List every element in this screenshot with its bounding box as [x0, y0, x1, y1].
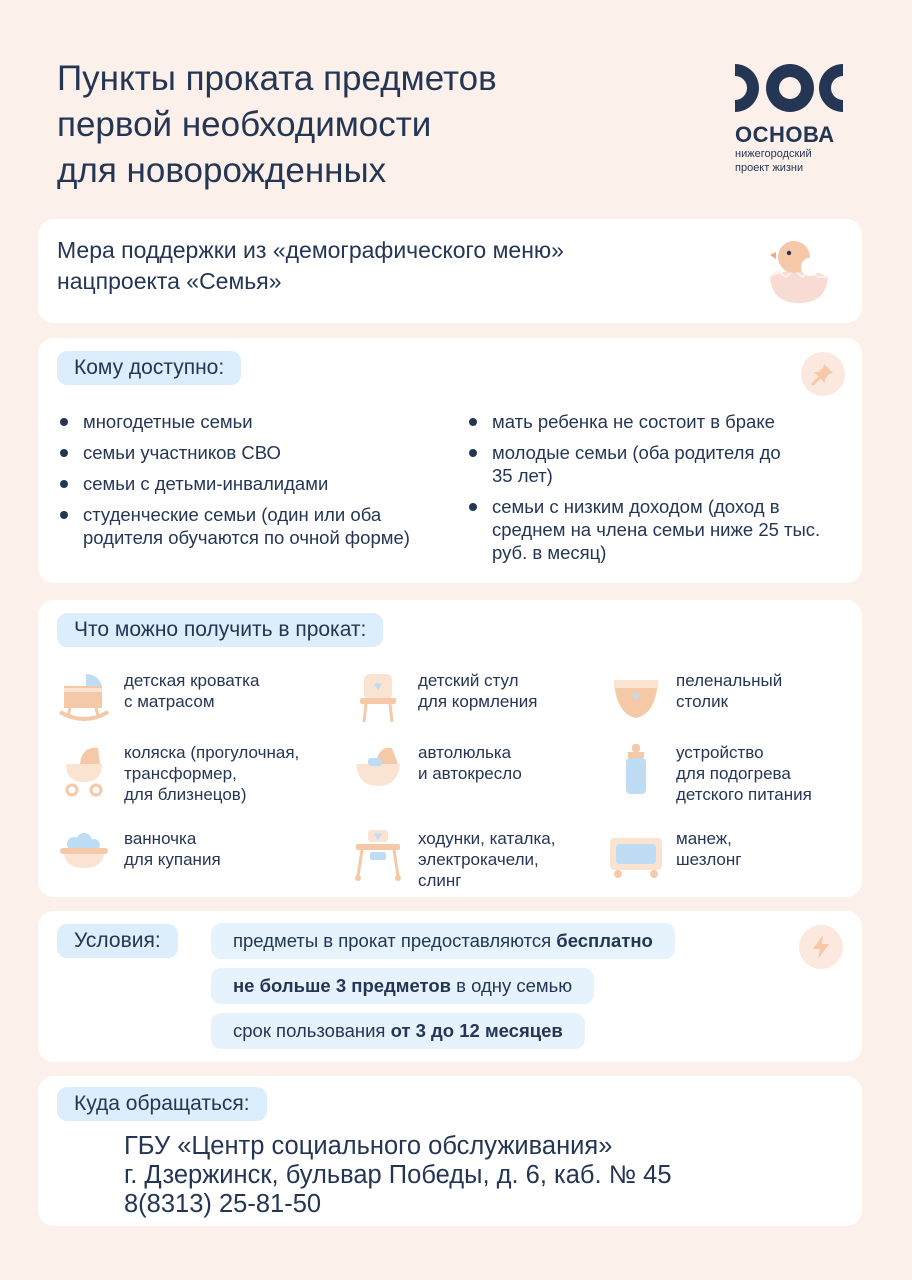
logo-mark-icon [735, 62, 845, 114]
contact-phone: 8(8313) 25-81-50 [124, 1190, 322, 1218]
rental-item [350, 828, 618, 891]
conditions-heading: Условия: [57, 924, 178, 958]
list-item: молодые семьи (оба родителя до 35 лет) [466, 441, 781, 487]
eligibility-heading: Кому доступно: [57, 351, 241, 385]
lightning-icon [799, 925, 843, 969]
condition-text: срок пользования [233, 1020, 391, 1041]
list-item: студенческие семьи (один или оба родителя обучаются по очной форме) [57, 503, 442, 549]
list-item: многодетные семьи [57, 410, 457, 433]
contact-heading: Куда обращаться: [57, 1087, 267, 1121]
condition-text: в одну семью [451, 975, 573, 996]
rental-item [56, 670, 324, 726]
bottle-icon [608, 742, 664, 798]
rental-item [350, 742, 618, 798]
rental-item [56, 828, 324, 884]
page-title [57, 56, 677, 194]
rental-item-label: детский стул для кормления [418, 671, 538, 711]
support-line: нацпроекта «Семья» [57, 268, 282, 294]
stroller-icon [56, 742, 112, 798]
contact-card [38, 1076, 862, 1226]
condition-bold: бесплатно [556, 930, 653, 951]
title-line: первой необходимости [57, 105, 432, 144]
rental-item [350, 670, 618, 726]
pin-icon [801, 352, 845, 396]
title-line: Пункты проката предметов [57, 59, 497, 98]
cradle-icon [56, 670, 112, 726]
rental-item-label: автолюлька и автокресло [418, 743, 522, 783]
car-seat-icon [350, 742, 406, 798]
rental-item [608, 828, 876, 884]
support-line: Мера поддержки из «демографического меню» [57, 237, 564, 263]
rental-card [38, 600, 862, 897]
rental-item-label: пеленальный столик [676, 671, 783, 711]
logo-subtitle: проект жизни [735, 162, 804, 174]
rental-item [608, 742, 876, 805]
rental-item-label: детская кроватка с матрасом [124, 671, 260, 711]
bathtub-icon [56, 828, 112, 884]
list-item: мать ребенка не состоит в браке [466, 410, 841, 433]
condition-text: предметы в прокат предоставляются [233, 930, 557, 951]
condition-row [211, 968, 594, 1004]
contact-info [124, 1132, 672, 1219]
condition-bold: не больше 3 предметов [233, 975, 451, 996]
contact-address: г. Дзержинск, бульвар Победы, д. 6, каб. № 45 [124, 1161, 672, 1189]
eligibility-card [38, 338, 862, 583]
support-card [38, 219, 862, 323]
rental-item [56, 742, 324, 805]
list-item: семьи с детьми-инвалидами [57, 472, 457, 495]
logo-word: ОСНОВА [735, 122, 835, 147]
condition-bold: от 3 до 12 месяцев [390, 1020, 563, 1041]
eligibility-left-list [57, 410, 457, 557]
diaper-icon [608, 670, 664, 726]
eligibility-right-list [466, 410, 841, 572]
condition-row [211, 923, 675, 959]
support-text [57, 235, 564, 297]
logo [735, 62, 850, 175]
rental-heading: Что можно получить в прокат: [57, 613, 383, 647]
rental-item [608, 670, 876, 726]
title-line: для новорожденных [57, 151, 387, 190]
rental-item-label: устройство для подогрева детского питания [676, 743, 812, 804]
playpen-icon [608, 828, 664, 884]
conditions-card [38, 911, 862, 1062]
walker-icon [350, 828, 406, 884]
rental-item-label: коляска (прогулочная, трансформер, для близнецов) [124, 743, 300, 804]
condition-row [211, 1013, 585, 1049]
logo-subtitle: нижегородский [735, 148, 812, 160]
rental-item-label: ходунки, каталка, электрокачели, слинг [418, 829, 556, 890]
chick-in-egg-icon [764, 233, 834, 305]
list-item: семьи с низким доходом (доход в среднем на члена семьи ниже 25 тыс. руб. в месяц) [466, 495, 836, 564]
high-chair-icon [350, 670, 406, 726]
rental-item-label: манеж, шезлонг [676, 829, 742, 869]
contact-organization: ГБУ «Центр социального обслуживания» [124, 1132, 613, 1160]
rental-item-label: ванночка для купания [124, 829, 221, 869]
list-item: семьи участников СВО [57, 441, 457, 464]
